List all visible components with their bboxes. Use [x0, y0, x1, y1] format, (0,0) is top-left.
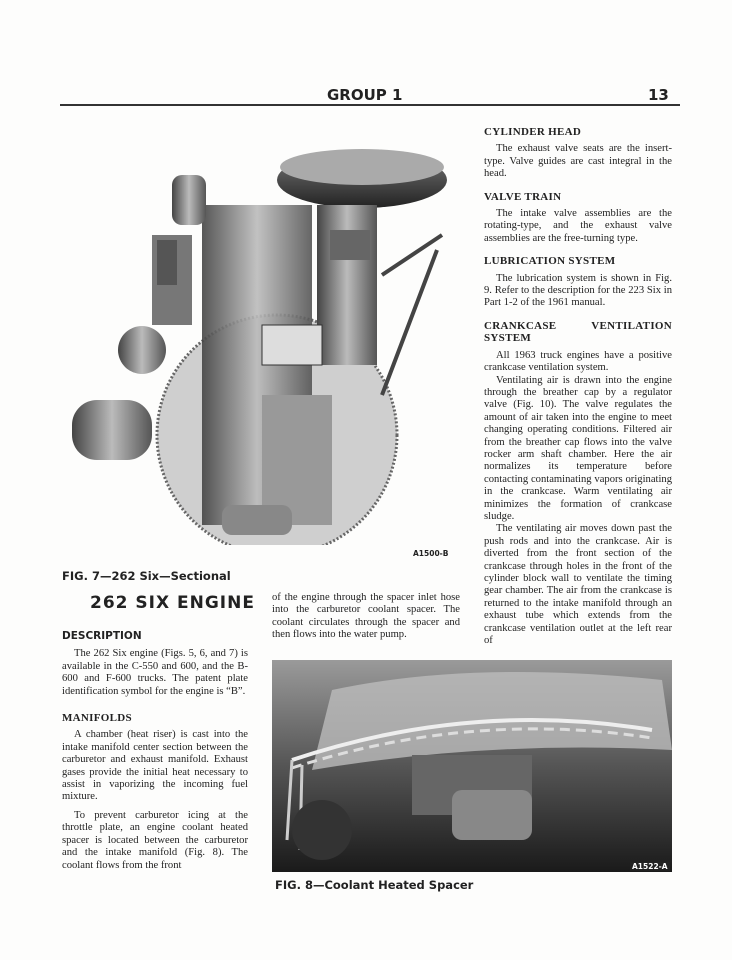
crankcase-heading: CRANKCASE VENTILATION SYSTEM	[484, 319, 672, 345]
lubrication-heading: LUBRICATION SYSTEM	[484, 255, 616, 268]
section-title: 262 SIX ENGINE	[90, 593, 255, 613]
valve-train-heading: VALVE TRAIN	[484, 190, 562, 203]
figure7-caption: FIG. 7—262 Six—Sectional	[62, 569, 231, 583]
figure8-label: A1522-A	[632, 862, 668, 871]
description-text: The 262 Six engine (Figs. 5, 6, and 7) is available in the C-550 and 600, and the B-600 and F-600 trucks. The patent plate identification symbol for the engine is “B”.	[62, 648, 248, 697]
cylinder-head-text: The exhaust valve seats are the insert-type. Valve guides are cast integral in the head.	[484, 143, 672, 180]
lubrication-text: The lubrication system is shown in Fig. 9. Refer to the description for the 223 Six in Part 1-2 of the 1961 manual.	[484, 272, 672, 309]
page-number: 13	[648, 86, 669, 104]
cylinder-head-heading: CYLINDER HEAD	[484, 126, 582, 138]
group-header: GROUP 1	[327, 86, 403, 104]
manifolds-paragraph-2: To prevent carburetor icing at the throttle plate, an engine coolant heated spacer is located between the carburetor and the intake manifold (Fig. 8). The coolant flows from the front	[62, 809, 248, 871]
crankcase-paragraph-2: Ventilating air is drawn into the engine through the breather cap by a regulator valve (Fig. 10). The valve regulates the amount of air taken into the engine to meet changing operating conditions. Filtered air from the breather cap flows into the valve rocker arm shaft chamber. Here the air normalizes its temperature before contacting contaminating vapors originating in the crankcase. Warm ventilating air minimizes the formation of crankcase sludge.	[484, 374, 672, 522]
middle-column	[272, 592, 460, 642]
valve-train-text: The intake valve assemblies are the rotating-type, and the exhaust valve assemblies are the free-turning type.	[484, 208, 672, 244]
manifolds-heading: MANIFOLDS	[62, 712, 132, 725]
coolant-spacer-photo	[272, 660, 672, 872]
figure8-caption: FIG. 8—Coolant Heated Spacer	[275, 878, 474, 892]
engine-sectional-illustration	[62, 135, 467, 545]
crankcase-paragraph-1: All 1963 truck engines have a positive crankcase ventilation system.	[484, 349, 672, 374]
manifolds-paragraph-1: A chamber (heat riser) is cast into the intake manifold center section between the carburetor and exhaust manifold. Exhaust gases provide the initial heat necessary to assist in vaporizing the incoming fuel mixture.	[62, 729, 248, 803]
figure7-label: A1500-B	[413, 549, 449, 558]
crankcase-paragraph-3: The ventilating air moves down past the push rods and into the crankcase. Air is diverted from the front section of the crankcase through holes in the front of the cylinder block wall to ventilate the timing gear chamber. The air from the crankcase is returned to the intake manifold through an exhaust tube which extends from the crankcase ventilation outlet at the left rear of	[484, 523, 672, 647]
header-rule	[60, 104, 680, 106]
right-column	[484, 126, 672, 647]
description-heading: DESCRIPTION	[62, 630, 142, 642]
middle-text: of the engine through the spacer inlet hose into the carburetor coolant spacer. The coolant circulates through the spacer and then flows into the water pump.	[272, 592, 460, 641]
left-column	[62, 620, 248, 872]
